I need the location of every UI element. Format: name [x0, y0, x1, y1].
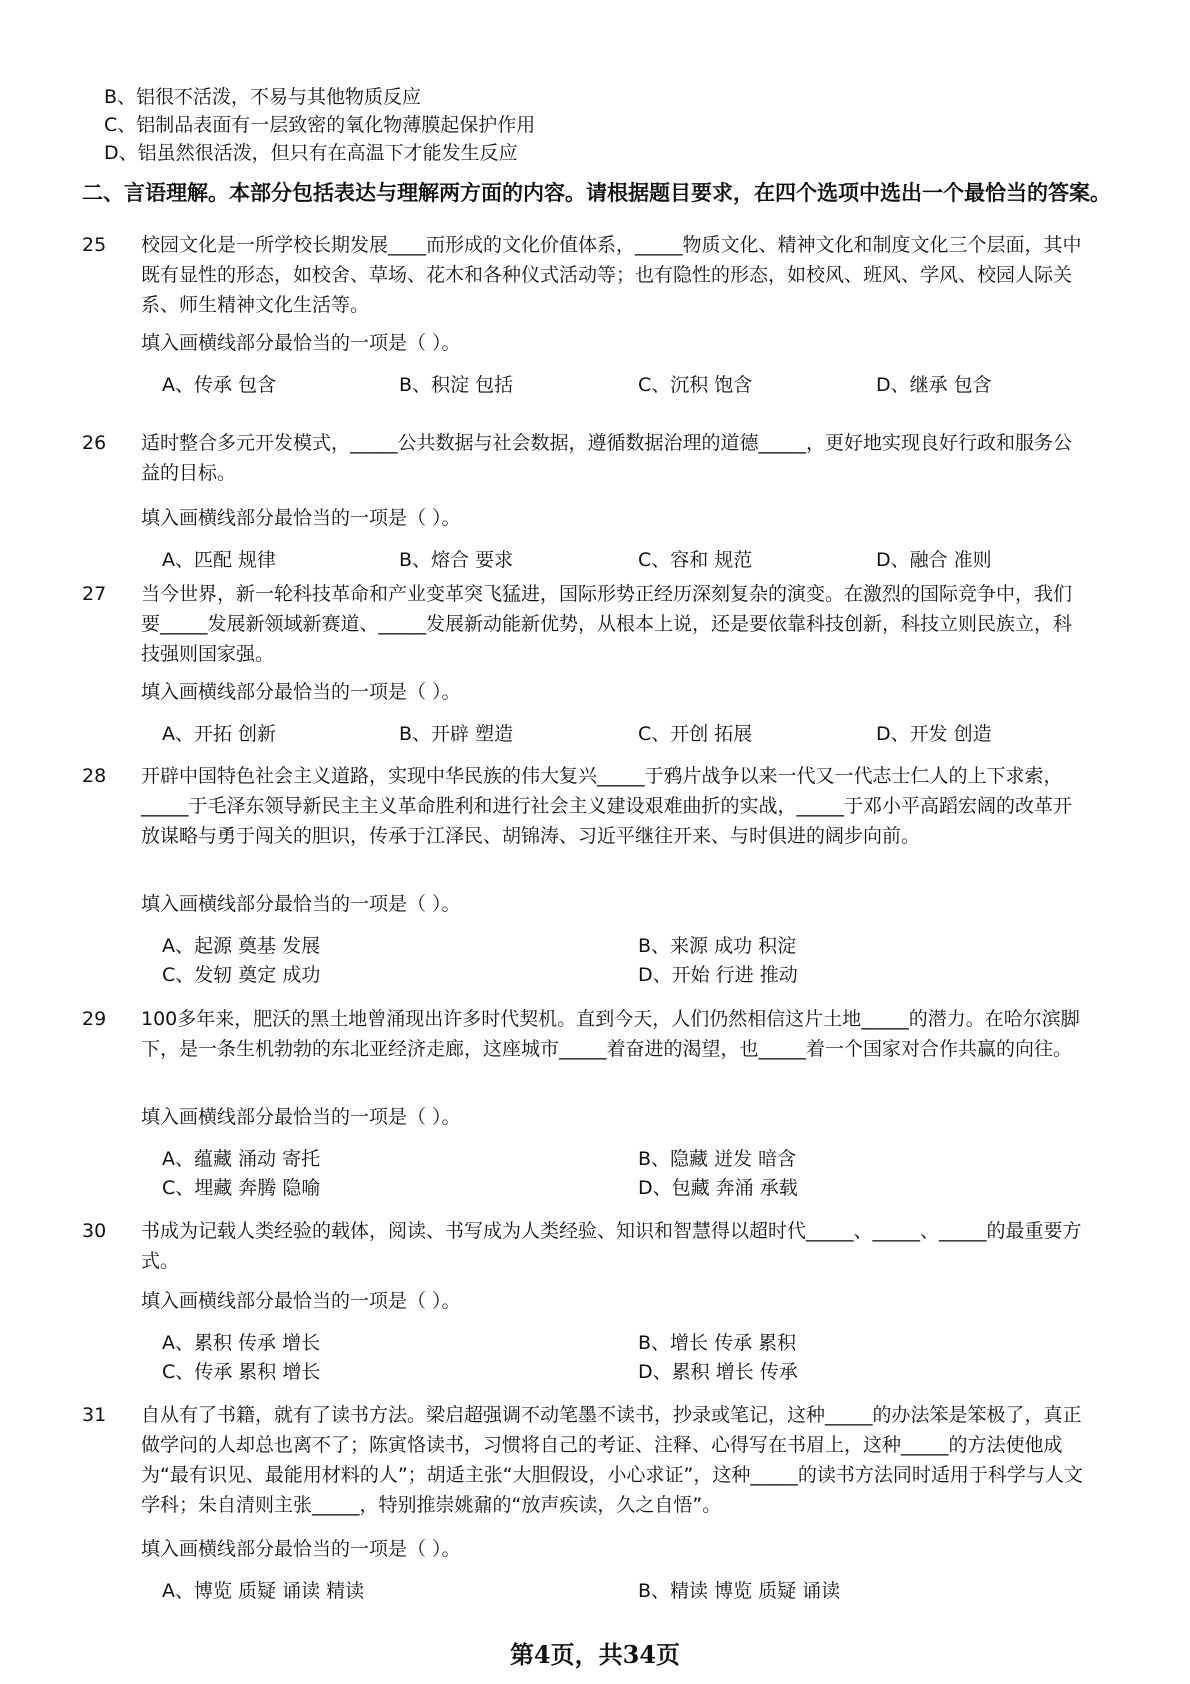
- option-a: A、起源 奠基 发展: [162, 935, 321, 957]
- question-prompt: 填入画横线部分最恰当的一项是（ ）。: [141, 1538, 461, 1560]
- question-text: 当今世界，新一轮科技革命和产业变革突飞猛进，国际形势正经历深刻复杂的演变。在激烈的国际竞争中，我们要_____发展新领域新赛道、_____发展新动能新优势，从根本上说，还是要依靠科技创新，科技立则民族立，科技强则国家强。: [141, 583, 1073, 665]
- question-prompt: 填入画横线部分最恰当的一项是（ ）。: [141, 893, 461, 915]
- option-b: B、隐藏 迸发 暗含: [638, 1148, 797, 1170]
- question-text: 自从有了书籍，就有了读书方法。梁启超强调不动笔墨不读书，抄录或笔记，这种_____的办法笨是笨极了，真正做学问的人却总也离不了；陈寅恪读书，习惯将自己的考证、注释、心得写在书眉上，这种_____的方法使他成为“最有识见、最能用材料的人”；胡适主张“大胆假设，小心求证”，这种_____的读书方法同时适用于科学与人文学科；朱自清则主张_____，特别推崇姚鼐的“放声疾读，久之自悟”。: [141, 1404, 1083, 1516]
- question-number: 29: [82, 1008, 107, 1030]
- option-c: C、容和 规范: [638, 549, 753, 571]
- option-b: B、开辟 塑造: [399, 723, 514, 745]
- question-prompt: 填入画横线部分最恰当的一项是（ ）。: [141, 1106, 461, 1128]
- option-d: D、继承 包含: [876, 374, 992, 396]
- prev-option-b: B、铝很不活泼，不易与其他物质反应: [104, 86, 422, 108]
- option-a: A、博览 质疑 诵读 精读: [162, 1580, 365, 1602]
- question-prompt: 填入画横线部分最恰当的一项是（ ）。: [141, 332, 461, 354]
- question-number: 26: [82, 432, 107, 454]
- question-text: 开辟中国特色社会主义道路，实现中华民族的伟大复兴_____于鸦片战争以来一代又一代志士仁人的上下求索，_____于毛泽东领导新民主主义革命胜利和进行社会主义建设艰难曲折的实战，_____于邓小平高蹈宏阔的改革开放谋略与勇于闯关的胆识，传承于江泽民、胡锦涛、习近平继往开来、与时俱进的阔步向前。: [141, 765, 1073, 847]
- option-a: A、蕴藏 涌动 寄托: [162, 1148, 321, 1170]
- question-text: 书成为记载人类经验的载体，阅读、书写成为人类经验、知识和智慧得以超时代_____、_____、_____的最重要方式。: [141, 1220, 1082, 1272]
- option-d: D、开始 行进 推动: [638, 964, 798, 986]
- option-b: B、积淀 包括: [399, 374, 514, 396]
- option-a: A、传承 包含: [162, 374, 277, 396]
- option-d: D、开发 创造: [876, 723, 992, 745]
- prev-option-c: C、铝制品表面有一层致密的氧化物薄膜起保护作用: [104, 114, 536, 136]
- question-number: 25: [82, 234, 107, 256]
- question-prompt: 填入画横线部分最恰当的一项是（ ）。: [141, 507, 461, 529]
- option-b: B、精读 博览 质疑 诵读: [638, 1580, 841, 1602]
- question-text: 适时整合多元开发模式，_____公共数据与社会数据，遵循数据治理的道德_____，更好地实现良好行政和服务公益的目标。: [141, 432, 1073, 484]
- question-text: 100多年来，肥沃的黑土地曾涌现出许多时代契机。直到今天，人们仍然相信这片土地_____的潜力。在哈尔滨脚下，是一条生机勃勃的东北亚经济走廊，这座城市_____着奋进的渴望，也_____着一个国家对合作共赢的向往。: [141, 1008, 1080, 1060]
- option-c: C、传承 累积 增长: [162, 1361, 321, 1383]
- option-c: C、沉积 饱含: [638, 374, 753, 396]
- option-b: B、增长 传承 累积: [638, 1332, 797, 1354]
- option-a: A、累积 传承 增长: [162, 1332, 321, 1354]
- option-d: D、包藏 奔涌 承载: [638, 1177, 798, 1199]
- question-text: 校园文化是一所学校长期发展____而形成的文化价值体系，_____物质文化、精神文化和制度文化三个层面，其中既有显性的形态，如校舍、草场、花木和各种仪式活动等；也有隐性的形态，如校风、班风、学风、校园人际关系、师生精神文化生活等。: [141, 234, 1082, 316]
- option-c: C、开创 拓展: [638, 723, 753, 745]
- question-prompt: 填入画横线部分最恰当的一项是（ ）。: [141, 681, 461, 703]
- question-number: 31: [82, 1404, 107, 1426]
- option-c: C、埋藏 奔腾 隐喻: [162, 1177, 321, 1199]
- option-a: A、匹配 规律: [162, 549, 277, 571]
- section-title: 二、言语理解。本部分包括表达与理解两方面的内容。请根据题目要求，在四个选项中选出一个最恰当的答案。: [82, 181, 1111, 205]
- option-c: C、发轫 奠定 成功: [162, 964, 321, 986]
- question-prompt: 填入画横线部分最恰当的一项是（ ）。: [141, 1290, 461, 1312]
- prev-option-d: D、铝虽然很活泼，但只有在高温下才能发生反应: [104, 142, 518, 164]
- option-a: A、开拓 创新: [162, 723, 277, 745]
- option-d: D、累积 增长 传承: [638, 1361, 798, 1383]
- option-b: B、来源 成功 积淀: [638, 935, 797, 957]
- option-b: B、熔合 要求: [399, 549, 514, 571]
- question-number: 28: [82, 765, 107, 787]
- question-number: 30: [82, 1220, 107, 1242]
- question-number: 27: [82, 583, 107, 605]
- page-footer: 第4页，共34页: [509, 1640, 681, 1669]
- option-d: D、融合 准则: [876, 549, 992, 571]
